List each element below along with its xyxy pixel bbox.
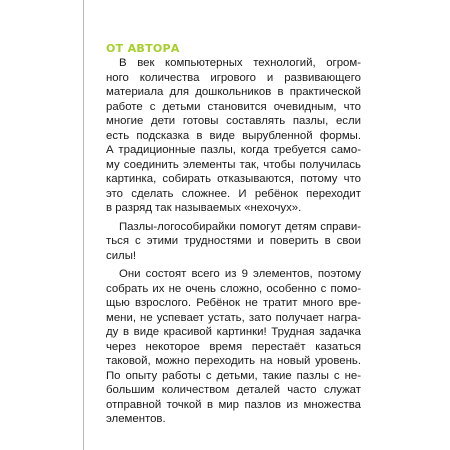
text-line: собрать их не очень сложно, особенно с помо-: [106, 282, 361, 295]
text-line: ного количества игрового и развивающего: [106, 71, 361, 84]
text-line: большим количеством деталей часто служат: [106, 384, 361, 396]
paragraph: [106, 56, 361, 216]
text-line: материала для дошкольников в практической: [106, 86, 361, 98]
text-line: мени, не успевает устать, зато получает награ-: [106, 311, 361, 324]
text-line: в разряд так называемых «нехочух».: [106, 202, 302, 214]
text-line: А традиционные пазлы, когда требуется само-: [106, 144, 361, 156]
text-line: через некоторое время перестаёт казаться: [106, 340, 361, 353]
text-line: ду в виде красивой картинки! Трудная задачка: [106, 326, 361, 338]
text-line: таковой, можно переходить на новый уровень.: [106, 355, 361, 367]
body-text: [106, 56, 361, 431]
paragraph: [106, 267, 361, 427]
margin-rule: [83, 0, 84, 450]
text-line: По опыту работы с детьми, такие пазлы с не-: [106, 369, 361, 382]
text-line: есть подсказка в виде вырубленной формы.: [106, 129, 361, 142]
section-heading: ОТ АВТОРА: [106, 42, 180, 55]
text-line: В век компьютерных технологий, огром-: [119, 57, 361, 69]
text-line: многие дети готовы составлять пазлы, если: [106, 115, 361, 127]
text-line: силы!: [106, 249, 137, 262]
text-line: Они состоят всего из 9 элементов, поэтому: [119, 268, 361, 280]
text-line: отправной точкой в мир пазлов из множества: [106, 398, 361, 411]
text-line: щью взрослого. Ребёнок не тратит много вре-: [106, 297, 361, 309]
paragraph: [106, 220, 361, 264]
text-line: элементов.: [106, 413, 166, 425]
text-line: Пазлы-логособирайки помогут детям справи-: [119, 220, 361, 233]
text-line: картинка, собирать отказываются, потому что: [106, 173, 361, 185]
text-line: работе с детьми становится очевидным, что: [106, 100, 361, 113]
text-line: ться с этими трудностями и поверить в свои: [106, 235, 361, 247]
text-line: му соединить элементы так, чтобы получилась: [106, 158, 361, 171]
text-line: это сделать сложнее. И ребёнок переходит: [106, 187, 361, 200]
